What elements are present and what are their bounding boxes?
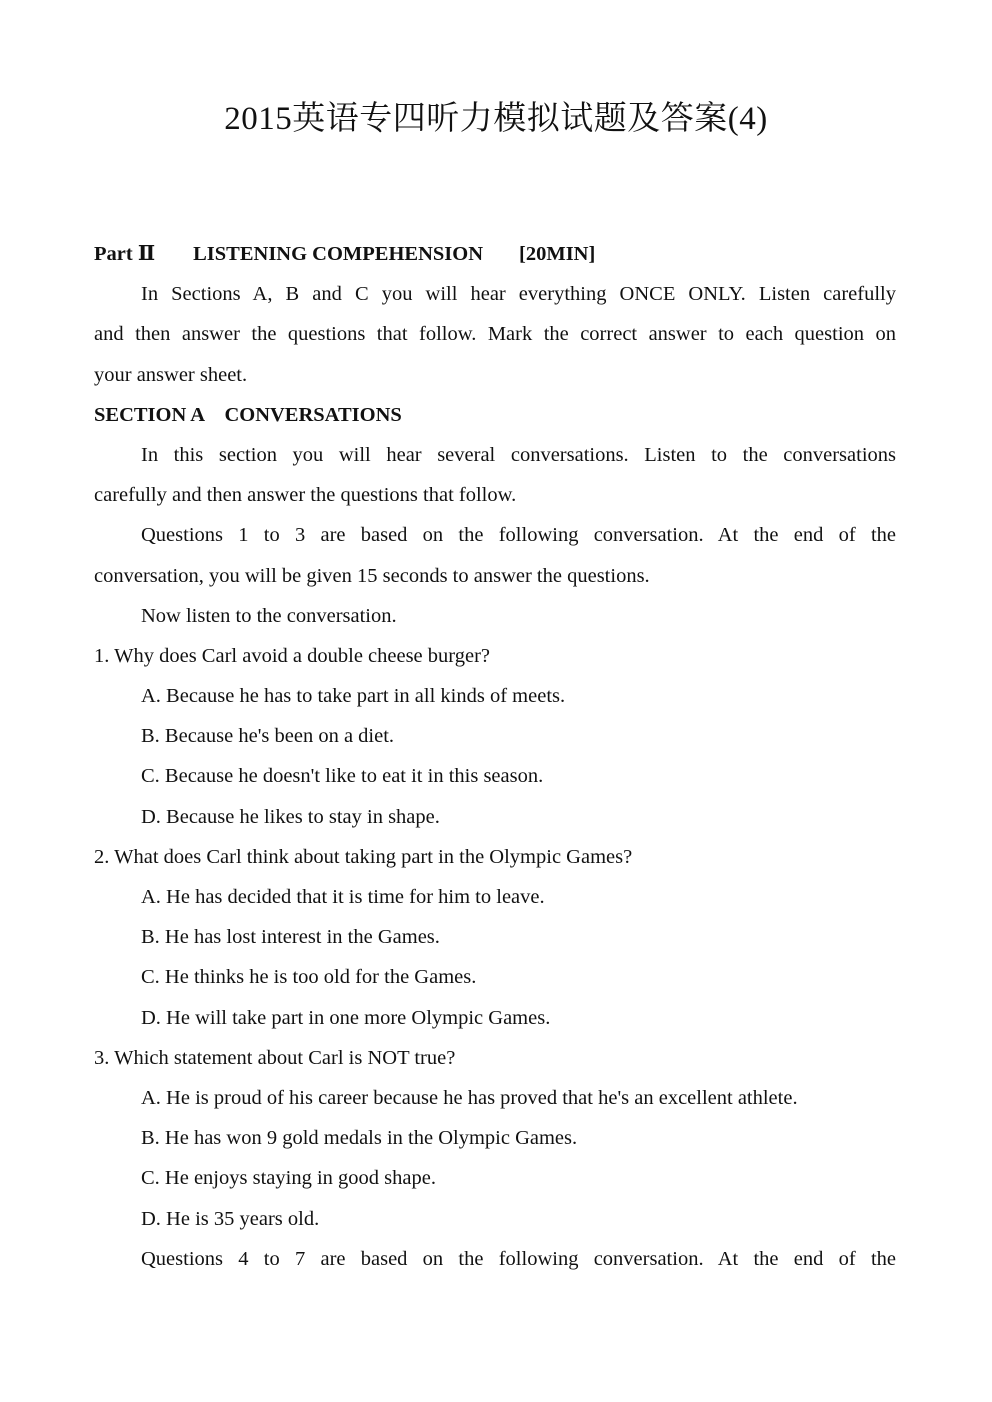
question-option: B. He has won 9 gold medals in the Olympic Games. (141, 1127, 578, 1150)
part-time: [20MIN] (519, 243, 596, 265)
section-a-instructions-2: carefully and then answer the questions that follow. (94, 484, 517, 507)
section-a-heading: SECTION A CONVERSATIONS (94, 403, 402, 426)
question-option: A. Because he has to take part in all kinds of meets. (141, 685, 566, 708)
group1-intro-2: conversation, you will be given 15 seconds to answer the questions. (94, 564, 650, 587)
question-option: C. Because he doesn't like to eat it in this season. (141, 765, 544, 788)
section-a-instructions-1: In this section you will hear several conversations. Listen to the conversations (141, 443, 896, 466)
question-option: C. He enjoys staying in good shape. (141, 1167, 436, 1190)
intro-line-3: your answer sheet. (94, 363, 248, 386)
group1-intro-1: Questions 1 to 3 are based on the following conversation. At the end of the (141, 524, 896, 547)
question-option: D. Because he likes to stay in shape. (141, 805, 440, 828)
intro-line-2: and then answer the questions that follow. Mark the correct answer to each question on (94, 323, 896, 346)
question-stem: 2. What does Carl think about taking part in the Olympic Games? (94, 845, 633, 868)
question-option: A. He is proud of his career because he has proved that he's an excellent athlete. (141, 1086, 798, 1109)
listen-prompt: Now listen to the conversation. (141, 604, 397, 627)
question-option: B. He has lost interest in the Games. (141, 926, 440, 949)
group2-intro: Questions 4 to 7 are based on the following conversation. At the end of the (141, 1247, 896, 1270)
question-stem: 1. Why does Carl avoid a double cheese burger? (94, 644, 491, 667)
part-name: LISTENING COMPEHENSION (193, 243, 484, 265)
intro-line-1: In Sections A, B and C you will hear everything ONCE ONLY. Listen carefully (141, 283, 896, 306)
question-option: A. He has decided that it is time for him to leave. (141, 886, 545, 908)
question-stem: 3. Which statement about Carl is NOT true? (94, 1046, 456, 1069)
question-option: C. He thinks he is too old for the Games. (141, 966, 477, 989)
question-option: D. He is 35 years old. (141, 1207, 320, 1230)
document-title: 2015英语专四听力模拟试题及答案(4) (224, 101, 768, 137)
question-option: D. He will take part in one more Olympic Games. (141, 1006, 551, 1029)
part-heading (94, 234, 896, 274)
question-option: B. Because he's been on a diet. (141, 725, 395, 748)
part-label: Part Ⅱ (94, 243, 156, 265)
document-body (94, 234, 896, 1279)
